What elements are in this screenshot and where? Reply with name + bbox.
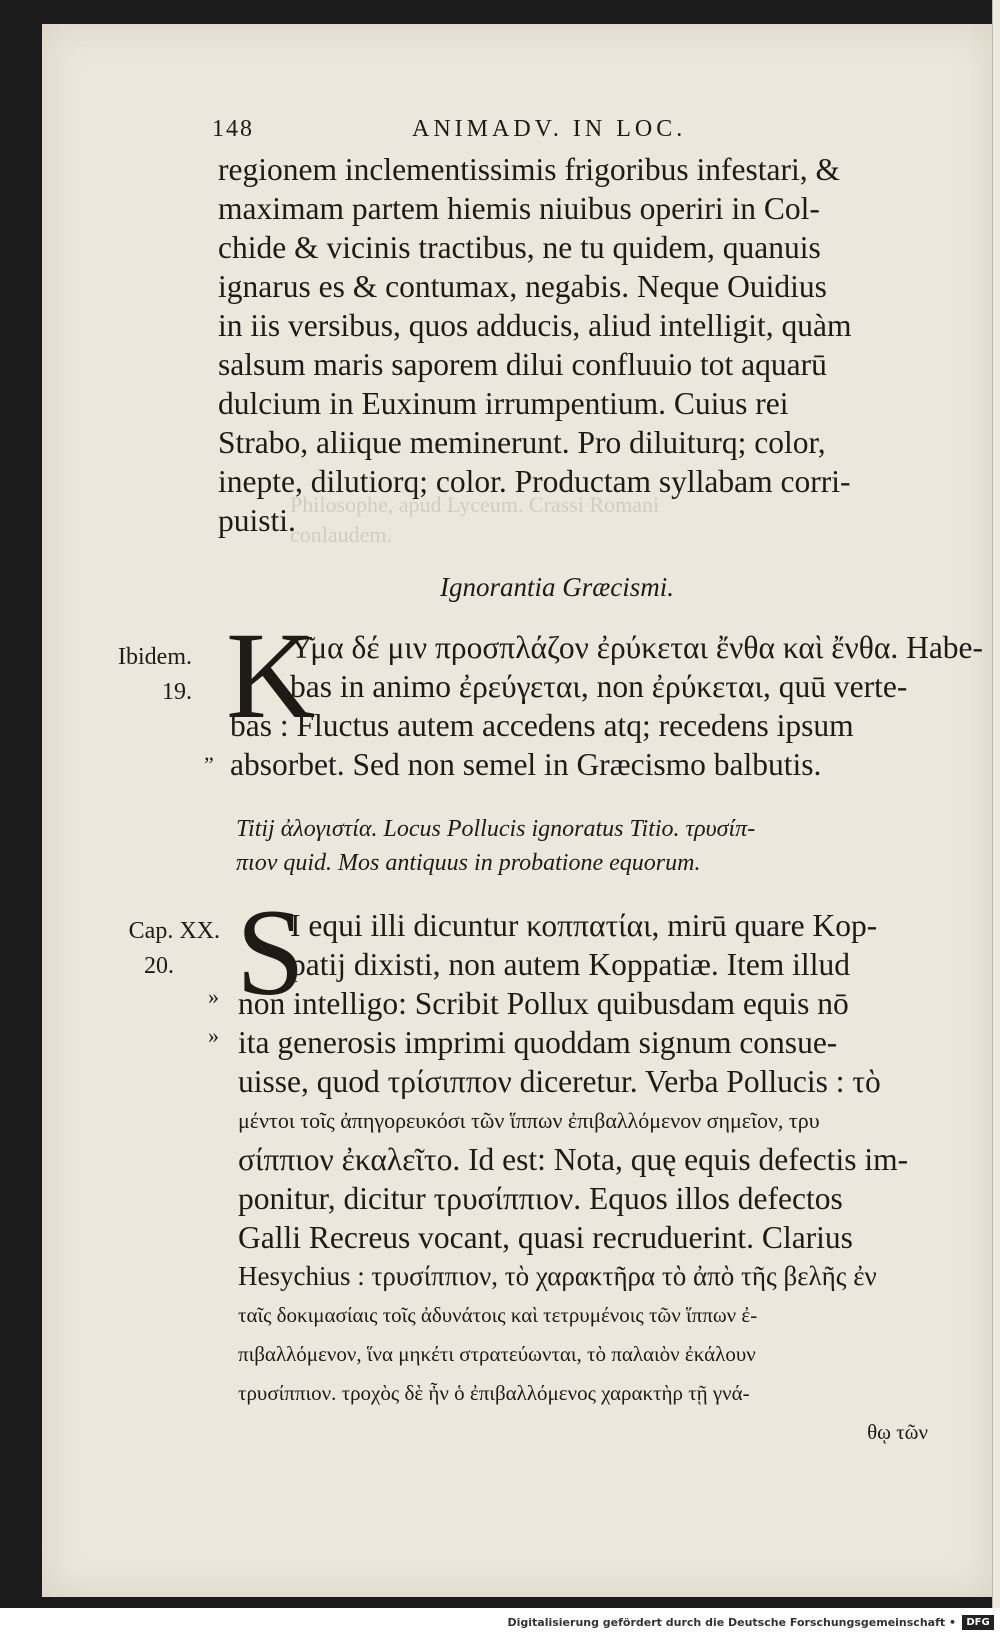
text-line: maximam partem hiemis niuibus operiri in Col- — [218, 191, 820, 226]
footer-bar — [0, 1608, 1000, 1639]
margin-ref-line: Cap. XX. — [128, 918, 220, 944]
page-number: 148 — [212, 116, 254, 142]
text-line: puisti. — [218, 503, 296, 538]
text-line: τρυσίππιον. τροχὸς δὲ ἦν ὁ ἐπιβαλλόμενος χαρακτὴρ τῇ γνά- — [238, 1381, 750, 1405]
text-line: dulcium in Euxinum irrumpentium. Cuius rei — [218, 386, 789, 421]
margin-ref-line: Ibidem. — [118, 644, 192, 670]
heading-line: Titij ἀλογιστία. Locus Pollucis ignoratus Titio. τρυσίπ- — [236, 816, 756, 842]
text-line: ignarus es & contumax, negabis. Neque Ouidius — [218, 269, 827, 304]
text-line: Hesychius : τρυσίππιον, τὸ χαρακτῆρα τὸ ἀπὸ τῆς βελῆς ἐν — [238, 1261, 877, 1291]
text-line: ταῖς δοκιμασίαις τοῖς ἀδυνάτοις καὶ τετρυμένοις τῶν ἵππων ἐ- — [238, 1303, 758, 1327]
text-line: σίππιον ἐκαλεῖτο. Id est: Nota, quę equis defectis im- — [238, 1142, 909, 1177]
text-line: regionem inclementissimis frigoribus infestari, & — [218, 152, 841, 187]
text-line: θῳ τῶν — [867, 1420, 928, 1444]
drop-cap: S — [236, 884, 305, 1021]
text-line: I equi illi dicuntur κοππατίαι, mirū quare Kop- — [290, 908, 878, 943]
dfg-logo: DFG — [962, 1615, 994, 1630]
section-2-text — [238, 906, 938, 1452]
drop-cap: K — [226, 607, 316, 744]
text-line: uisse, quod τρίσιππον diceretur. Verba Pollucis : τὸ — [238, 1064, 881, 1099]
text-line: ponitur, dicitur τρυσίππιον. Equos illos defectos — [238, 1181, 843, 1216]
text-line: πιβαλλόμενον, ἵνα μηκέτι στρατεύωνται, τὸ παλαιὸν ἐκάλουν — [238, 1342, 756, 1366]
text-line: salsum maris saporem dilui confluuio tot aquarū — [218, 347, 827, 382]
text-line: bas in animo ἐρεύγεται, non ἐρύκεται, quū verte- — [290, 669, 908, 704]
text-line: Galli Recreus vocant, quasi recruduerint. Clarius — [238, 1220, 853, 1255]
margin-reference — [84, 644, 192, 706]
text-line: ita generosis imprimi quoddam signum consue- — [238, 1025, 838, 1060]
heading-line: πιον quid. Mos antiquus in probatione equorum. — [236, 850, 701, 876]
text-line: patij dixisti, non autem Koppatiæ. Item illud — [290, 947, 850, 982]
margin-ref-line: 20. — [144, 953, 174, 979]
paragraph-1 — [218, 150, 938, 540]
text-line: non intelligo: Scribit Pollux quibusdam equis nō — [238, 986, 849, 1021]
text-line: μέντοι τοῖς ἀπηγορευκόσι τῶν ἵππων ἐπιβαλλόμενον σημεῖον, τρυ — [238, 1108, 820, 1133]
section-2-heading — [236, 812, 936, 880]
bleed-line: conlaudem. — [290, 522, 393, 547]
quote-mark: » — [208, 1023, 219, 1048]
text-line: in iis versibus, quos adducis, aliud intelligit, quàm — [218, 308, 852, 343]
quote-mark: ” — [204, 752, 214, 777]
text-line: bas : Fluctus autem accedens atq; recedens ipsum — [230, 708, 854, 743]
bleed-line: Philosophe, apud Lyceum. Crassi Romani — [290, 492, 660, 517]
running-title: ANIMADV. IN LOC. — [412, 116, 687, 142]
text-line: Υ͂μα δέ μιν προσπλάζον ἐρύκεται ἔνθα καὶ ἔνθα. Habe- — [290, 630, 984, 665]
text-line: inepte, dilutiorq; color. Productam syllabam corri- — [218, 464, 851, 499]
quote-mark: » — [208, 984, 219, 1009]
section-heading: Ignorantia Græcismi. — [440, 572, 675, 602]
text-line: chide & vicinis tractibus, ne tu quidem, quanuis — [218, 230, 821, 265]
margin-reference — [70, 918, 220, 980]
text-line: Strabo, aliique meminerunt. Pro diluiturq; color, — [218, 425, 826, 460]
text-line: absorbet. Sed non semel in Græcismo balbutis. — [230, 747, 822, 782]
funding-credit: Digitalisierung gefördert durch die Deutsche Forschungsgemeinschaft • — [507, 1616, 956, 1629]
margin-ref-line: 19. — [162, 679, 192, 705]
next-page-edge — [992, 0, 1000, 1639]
section-1-text — [230, 628, 984, 784]
